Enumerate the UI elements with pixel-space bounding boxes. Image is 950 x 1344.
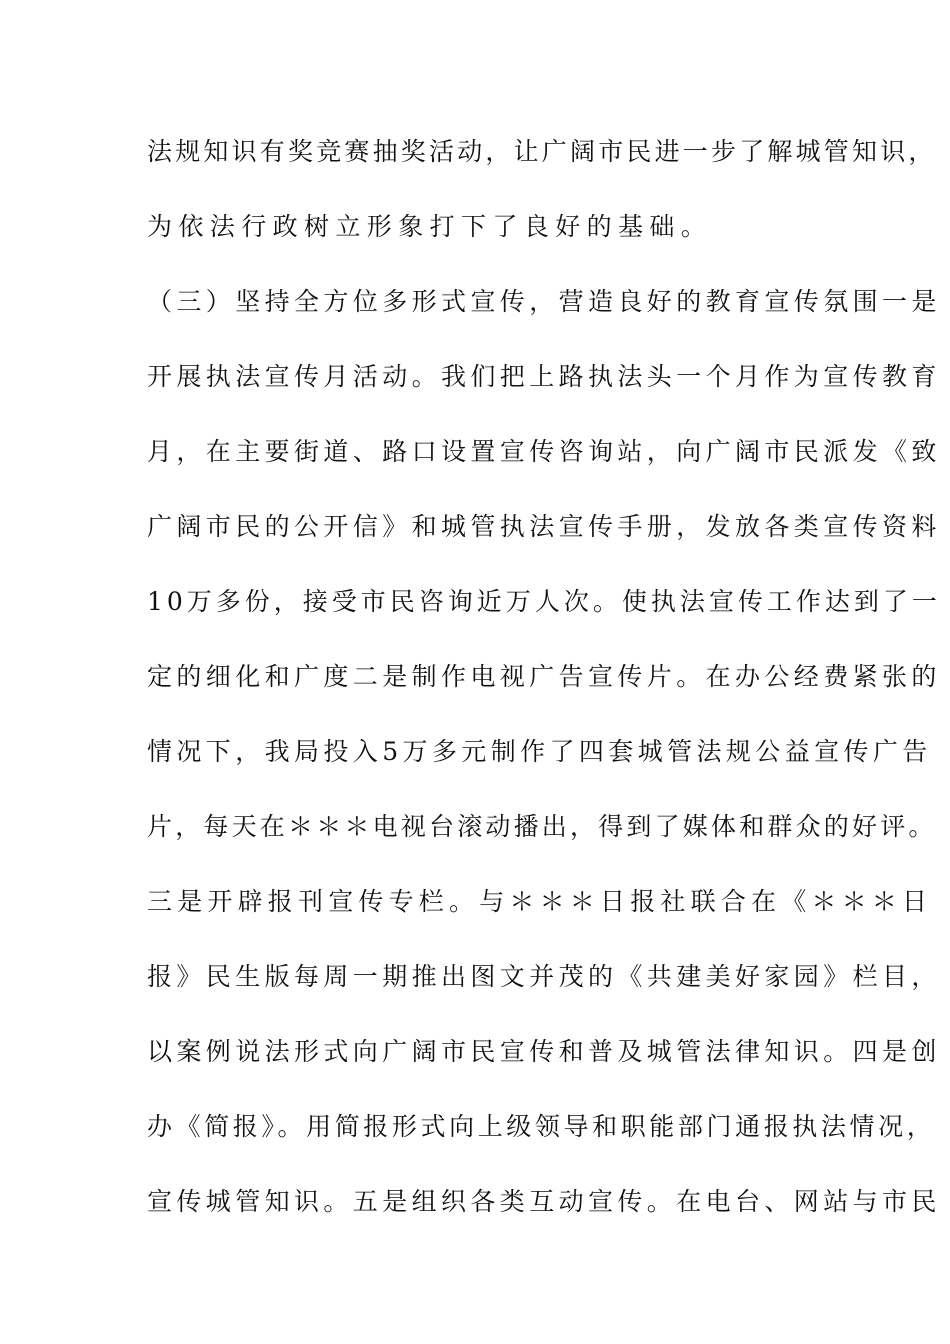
text-line-14: 办《简报》。用简报形式向上级领导和职能部门通报执法情况， [147,1112,936,1141]
text-line-15: 宣传城管知识。五是组织各类互动宣传。在电台、网站与市民 [147,1187,941,1216]
text-line-9: 情况下，我局投入5万多元制作了四套城管法规公益宣传广告 [147,737,932,766]
text-line-4: 开展执法宣传月活动。我们把上路执法头一个月作为宣传教育 [147,362,941,391]
text-line-3: （三）坚持全方位多形式宣传，营造良好的教育宣传氛围一是 [147,287,941,316]
text-line-8: 定的细化和广度二是制作电视广告宣传片。在办公经费紧张的 [147,662,941,691]
text-line-10: 片，每天在＊＊＊电视台滚动播出，得到了媒体和群众的好评。 [147,812,937,841]
text-line-11: 三是开辟报刊宣传专栏。与＊＊＊日报社联合在《＊＊＊日 [147,887,933,916]
text-line-7: 10万多份，接受市民咨询近万人次。使执法宣传工作达到了一 [147,587,941,616]
text-line-5: 月，在主要街道、路口设置宣传咨询站，向广阔市民派发《致 [147,437,941,466]
text-line-12: 报》民生版每周一期推出图文并茂的《共建美好家园》栏目， [147,962,941,991]
text-line-6: 广阔市民的公开信》和城管执法宣传手册，发放各类宣传资料 [147,512,941,541]
text-line-2: 为依法行政树立形象打下了良好的基础。 [147,212,713,241]
text-line-13: 以案例说法形式向广阔市民宣传和普及城管法律知识。四是创 [147,1037,941,1066]
text-line-1: 法规知识有奖竞赛抽奖活动，让广阔市民进一步了解城管知识， [147,137,937,166]
